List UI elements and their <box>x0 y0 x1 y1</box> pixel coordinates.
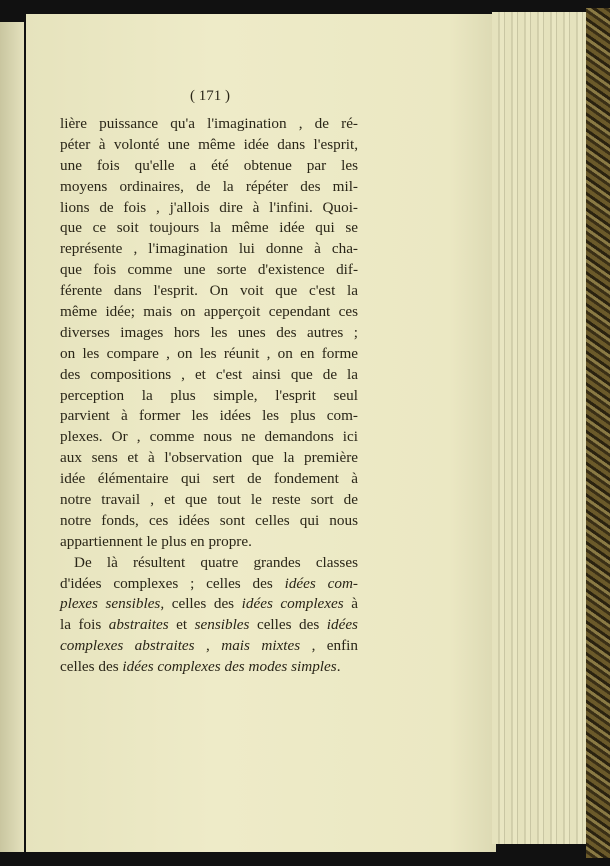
text-line <box>60 260 358 281</box>
text-segment: diverses images hors les unes des autres ; <box>60 323 358 341</box>
text-line <box>60 135 358 156</box>
text-segment: , <box>194 637 222 655</box>
text-segment: lière puissance qu'a l'imagination , de ré- <box>60 115 358 132</box>
italic-text: idées complexes <box>241 595 344 613</box>
italic-text: mais mixtes <box>221 637 301 655</box>
text-segment: aux sens et à l'observation que la première <box>60 449 358 467</box>
text-segment: celles des <box>249 616 327 634</box>
italic-text: idées com- <box>284 574 358 592</box>
text-segment: que ce soit toujours la même idée qui se <box>60 219 358 237</box>
text-line <box>60 177 358 198</box>
text-segment: à <box>343 595 358 613</box>
text-segment: lions de fois , j'allois dire à l'infini. Quoi- <box>60 198 358 216</box>
body-text <box>60 114 358 678</box>
text-line <box>60 344 358 365</box>
italic-text: sensibles <box>194 616 250 634</box>
text-line <box>60 281 358 302</box>
italic-text: idées <box>326 616 358 634</box>
italic-text: complexes abstraites <box>60 637 195 655</box>
text-line <box>60 532 358 553</box>
text-segment: notre travail , et que tout le reste sort de <box>60 491 358 509</box>
text-segment: d'idées complexes ; celles des <box>60 574 285 592</box>
text-segment: des compositions , et c'est ainsi que de la <box>60 365 358 383</box>
text-line <box>60 239 358 260</box>
italic-text: plexes sensibles <box>60 595 161 613</box>
text-segment: , celles des <box>160 595 242 613</box>
text-segment: férente dans l'esprit. On voit que c'est la <box>60 282 358 300</box>
text-segment: . <box>336 658 341 676</box>
left-page-edge <box>0 22 24 852</box>
text-line <box>60 636 358 657</box>
italic-text: idées complexes des modes simples <box>122 658 337 676</box>
text-line <box>60 574 358 595</box>
text-segment: , enfin <box>300 637 358 655</box>
text-line <box>60 323 358 344</box>
text-line <box>60 198 358 219</box>
text-segment: et <box>168 616 195 634</box>
text-segment: représente , l'imagination lui donne à cha- <box>60 240 358 258</box>
text-segment: De là résultent quatre grandes classes <box>74 553 358 571</box>
text-segment: une fois qu'elle a été obtenue par les <box>60 156 358 174</box>
text-segment: que fois comme une sorte d'existence dif- <box>60 261 358 279</box>
text-line <box>60 114 358 135</box>
text-segment: moyens ordinaires, de la répéter des mil- <box>60 177 358 195</box>
text-segment: même idée; mais on apperçoit cependant ces <box>60 303 358 321</box>
text-line <box>60 490 358 511</box>
text-segment: la fois <box>60 616 109 634</box>
text-segment: on les compare , on les réunit , on en forme <box>60 344 358 362</box>
text-line <box>60 448 358 469</box>
text-segment: celles des <box>60 658 123 676</box>
page-edges <box>492 12 588 844</box>
marbled-cover <box>586 8 610 858</box>
text-line <box>60 156 358 177</box>
text-line <box>60 657 358 678</box>
page-number: ( 171 ) <box>190 88 230 104</box>
text-segment: parvient à former les idées les plus com- <box>60 407 358 425</box>
text-segment: plexes. Or , comme nous ne demandons ici <box>60 428 358 446</box>
italic-text: abstraites <box>108 616 169 634</box>
text-line <box>60 553 358 574</box>
text-line <box>60 406 358 427</box>
text-segment: perception la plus simple, l'esprit seul <box>60 386 358 404</box>
text-line <box>60 511 358 532</box>
text-segment: appartiennent le plus en propre. <box>60 532 252 550</box>
text-line <box>60 469 358 490</box>
text-line <box>60 386 358 407</box>
text-line <box>60 365 358 386</box>
text-line <box>60 427 358 448</box>
text-line <box>60 302 358 323</box>
text-line <box>60 594 358 615</box>
text-line <box>60 615 358 636</box>
text-segment: notre fonds, ces idées sont celles qui nous <box>60 511 358 529</box>
text-segment: péter à volonté une même idée dans l'esprit, <box>60 135 358 153</box>
text-line <box>60 218 358 239</box>
text-segment: idée élémentaire qui sert de fondement à <box>60 470 358 488</box>
